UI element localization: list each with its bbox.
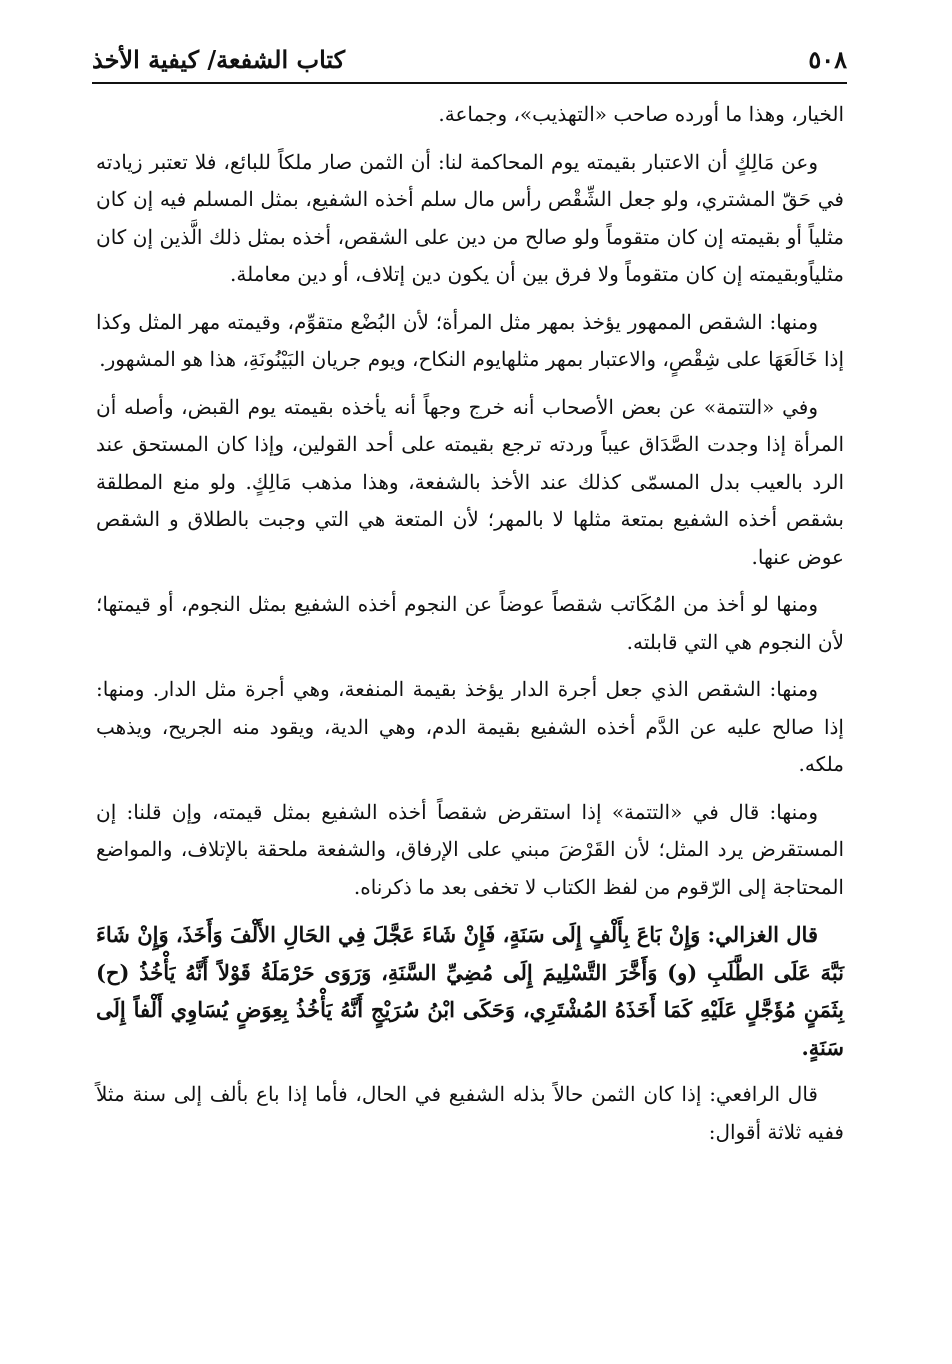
page-header [92, 30, 847, 74]
running-title: كتاب الشفعة/ كيفية الأخذ [92, 45, 346, 74]
paragraph: قال الرافعي: إذا كان الثمن حالاً بذله الشفيع في الحال، فأما إذا باع بألف إلى سنة مثلاً ففيه ثلاثة أقوال: [96, 1082, 844, 1144]
paragraph: ومنها: قال في «التتمة» إذا استقرض شقصاً أخذه الشفيع بمثل قيمته، وإن قلنا: إن المستقرض يرد المثل؛ لأن القَرْضَ مبني على الإرفاق، والشفعة ملحقة بالإتلاف، والمواضع المحتاجة إلى الرّقوم من لفظ الكتاب لا تخفى بعد ما ذكرناه. [96, 799, 844, 899]
page-body [96, 96, 844, 1161]
paragraph: وفي «التتمة» عن بعض الأصحاب أنه خرج وجهاً أنه يأخذه بقيمته يوم القبض، وأصله أن المرأة إذا وجدت الصَّدَاق عيباً وردته ترجع بقيمته على أحد القولين، وإذا كان المستحق عند الرد بالعيب بدل المسمّى كذلك عند الأخذ بالشفعة، وهذا مذهب مَالِكٍ. ولو منع المطلقة بشقص أخذه الشفيع بمتعة مثلها لا بالمهر؛ لأن المتعة هي التي وجبت بالطلاق و الشقص عوض عنها. [96, 394, 844, 569]
paragraph: ومنها: الشقص الذي جعل أجرة الدار يؤخذ بقيمة المنفعة، وهي أجرة مثل الدار. ومنها: إذا صالح عليه عن الدَّم أخذه الشفيع بقيمة الدم، وهي الدية، ويقود منه الجريح، ويذهب ملكه. [96, 677, 844, 776]
paragraph: وعن مَالِكٍ أن الاعتبار بقيمته يوم المحاكمة لنا: أن الثمن صار ملكاً للبائع، فلا تعتبر زيادته في حَقّ المشتري، ولو جعل الشِّقْص رأس مال سلم أخذه الشفيع، بمثل المسلم فيه إن كان مثلياً أو بقيمته إن كان متقوماً ولو صالح من دين على الشقص، أخذه بمثل ذلك الَّذين إن كان مثلياًوبقيمته إن كان متقوماً ولا فرق بين أن يكون دين إتلاف، أو دين معاملة. [96, 149, 844, 286]
paragraph: ومنها لو أخذ من المُكَاتب شقصاً عوضاً عن النجوم أخذه الشفيع بمثل النجوم، أو قيمتها؛ لأن النجوم هي التي قابلته. [96, 592, 844, 654]
quoted-matn-paragraph: قال الغزالي: وَإِنْ بَاعَ بِأَلْفٍ إِلَى سَنَةٍ، فَإِنْ شَاءَ عَجَّلَ فِي الحَالِ الأَلْفَ وَأَخَذَ، وَإِنْ شَاءَ نَبَّهَ عَلَى الطَّلَبِ (و) وَأَخَّرَ التَّسْلِيمَ إِلَى مُضِيِّ السَّنَةِ، وَرَوَى حَرْمَلَةُ قَوْلاً أَنَّهُ يَأْخُذُ (ح) بِثَمَنٍ مُؤَجَّلٍ عَلَيْهِ كَمَا أَخَذَهُ المُشْتَرِي، وَحَكَى ابْنُ سُرَيْجٍ أَنَّهُ يَأْخُذُ بِعِوَضٍ يُسَاوِي أَلْفاً إِلَى سَنَةٍ. [96, 922, 844, 1060]
page-number: ٥٠٨ [808, 45, 847, 74]
paragraph-continuation: الخيار، وهذا ما أورده صاحب «التهذيب»، وجماعة. [438, 102, 844, 126]
paragraph: ومنها: الشقص الممهور يؤخذ بمهر مثل المرأة؛ لأن البُضْع متقوِّم، وقيمته مهر المثل وكذا إذا خَالَعَهَا على شِقْصٍ، والاعتبار بمهر مثلهايوم النكاح، ويوم جريان البَيْنُونَةِ، هذا هو المشهور. [96, 309, 844, 371]
header-divider [92, 82, 847, 84]
